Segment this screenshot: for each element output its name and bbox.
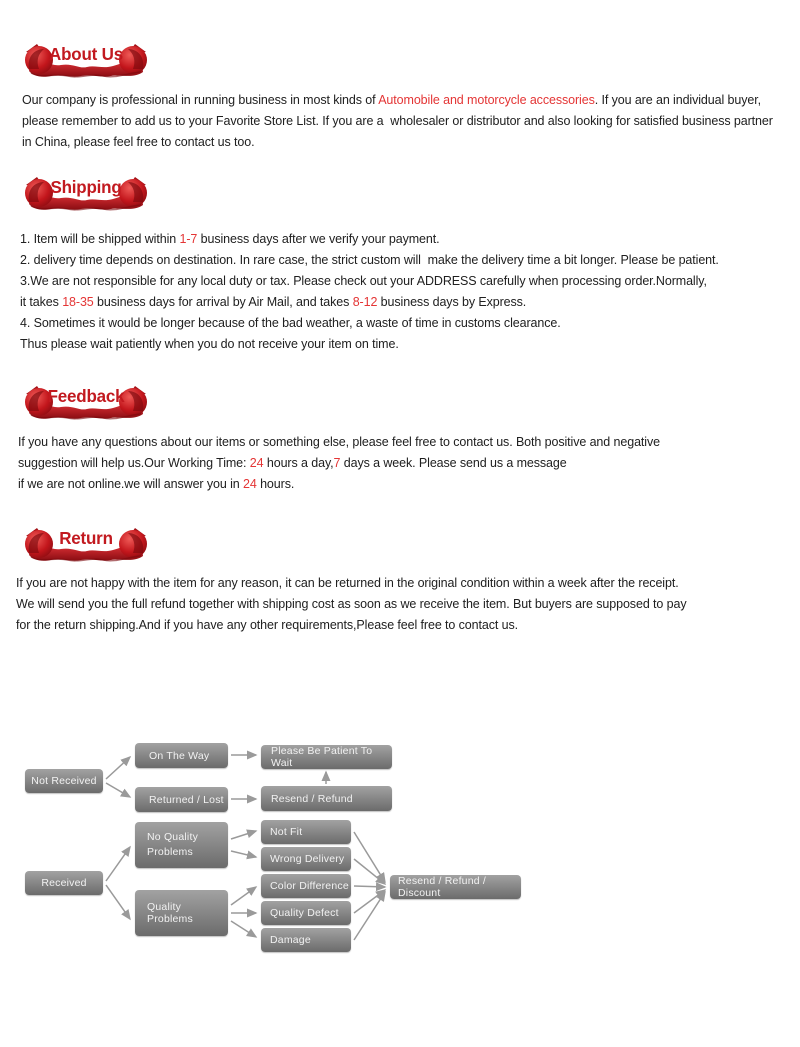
text-segment: business days by Express. <box>377 295 527 309</box>
flow-node-resend-refund: Resend / Refund <box>261 786 392 811</box>
flow-node-on-the-way: On The Way <box>135 743 228 768</box>
text-segment: 24 <box>249 456 264 470</box>
text-segment: Thus please wait patiently when you do not receive your item on time. <box>20 337 399 351</box>
paragraph-line <box>18 432 660 453</box>
text-segment: suggestion will help us.Our Working Time: <box>18 456 250 470</box>
paragraph-line <box>22 90 773 111</box>
paragraph-line <box>20 313 719 334</box>
text-segment: hours. <box>256 477 295 491</box>
text-segment: 8-12 <box>352 295 378 309</box>
about-paragraph <box>22 90 773 153</box>
text-segment: 24 <box>242 477 257 491</box>
section-title-about: About Us <box>49 44 123 65</box>
text-segment: 1-7 <box>179 232 198 246</box>
flow-node-quality-problems: Quality Problems <box>135 890 228 936</box>
shipping-paragraph <box>20 229 719 355</box>
flow-node-not-received: Not Received <box>25 769 103 793</box>
text-segment: Automobile and motorcycle accessories <box>378 93 595 107</box>
flow-node-quality-defect: Quality Defect <box>261 901 351 925</box>
section-title-feedback: Feedback <box>47 386 125 407</box>
paragraph-line <box>20 334 719 355</box>
paragraph-line <box>16 615 687 636</box>
text-segment: We will send you the full refund together with shipping cost as soon as we receive the item. But buyers are supposed to pay <box>16 597 687 611</box>
paragraph-line <box>18 474 660 495</box>
text-segment: business days after we verify your payment. <box>197 232 440 246</box>
text-segment: If you are not happy with the item for any reason, it can be returned in the original condition within a week after the receipt. <box>16 576 679 590</box>
text-segment: . If you are an individual buyer, <box>594 93 761 107</box>
after-sale-flowchart <box>20 735 565 965</box>
flow-node-not-fit: Not Fit <box>261 820 351 844</box>
flow-node-damage: Damage <box>261 928 351 952</box>
text-segment: 2. delivery time depends on destination. In rare case, the strict custom will make the delivery time a bit longer. Please be patient. <box>20 253 719 267</box>
text-segment: business days for arrival by Air Mail, and takes <box>93 295 353 309</box>
text-segment: 3.We are not responsible for any local duty or tax. Please check out your ADDRESS carefully when processing order.Normally, <box>20 274 707 288</box>
paragraph-line <box>22 132 773 153</box>
flow-node-no-quality-problems: No Quality Problems <box>135 822 228 868</box>
flow-node-be-patient: Please Be Patient To Wait <box>261 745 392 769</box>
paragraph-line <box>20 292 719 313</box>
text-segment: 1. Item will be shipped within <box>20 232 180 246</box>
shipping-banner <box>20 176 152 212</box>
text-segment: for the return shipping.And if you have any other requirements,Please feel free to contact us. <box>16 618 519 632</box>
flow-node-returned-lost: Returned / Lost <box>135 787 228 812</box>
return-paragraph <box>16 573 687 636</box>
text-segment: in China, please feel free to contact us too. <box>22 135 255 149</box>
section-title-return: Return <box>59 528 113 549</box>
paragraph-line <box>16 573 687 594</box>
paragraph-line <box>20 271 719 292</box>
flow-node-wrong-delivery: Wrong Delivery <box>261 847 351 871</box>
text-segment: 18-35 <box>62 295 94 309</box>
paragraph-line <box>20 250 719 271</box>
section-title-shipping: Shipping <box>50 177 122 198</box>
text-segment: 4. Sometimes it would be longer because of the bad weather, a waste of time in customs clearance. <box>20 316 561 330</box>
text-segment: it takes <box>20 295 63 309</box>
paragraph-line <box>16 594 687 615</box>
text-segment: days a week. Please send us a message <box>340 456 567 470</box>
paragraph-line <box>18 453 660 474</box>
text-segment: Our company is professional in running business in most kinds of <box>22 93 379 107</box>
text-segment: please remember to add us to your Favorite Store List. If you are a wholesaler or distributor and also looking for satisfied business partner <box>22 114 773 128</box>
flow-node-resend-refund-discount: Resend / Refund / Discount <box>390 875 521 899</box>
feedback-paragraph <box>18 432 660 495</box>
about-banner <box>20 43 152 79</box>
feedback-banner <box>20 385 152 421</box>
text-segment: hours a day, <box>263 456 334 470</box>
text-segment: If you have any questions about our items or something else, please feel free to contact us. Both positive and negative <box>18 435 660 449</box>
text-segment: if we are not online.we will answer you in <box>18 477 243 491</box>
paragraph-line <box>20 229 719 250</box>
return-banner <box>20 527 152 563</box>
flow-node-color-difference: Color Difference <box>261 874 351 898</box>
flow-node-received: Received <box>25 871 103 895</box>
text-segment: 7 <box>333 456 341 470</box>
paragraph-line <box>22 111 773 132</box>
